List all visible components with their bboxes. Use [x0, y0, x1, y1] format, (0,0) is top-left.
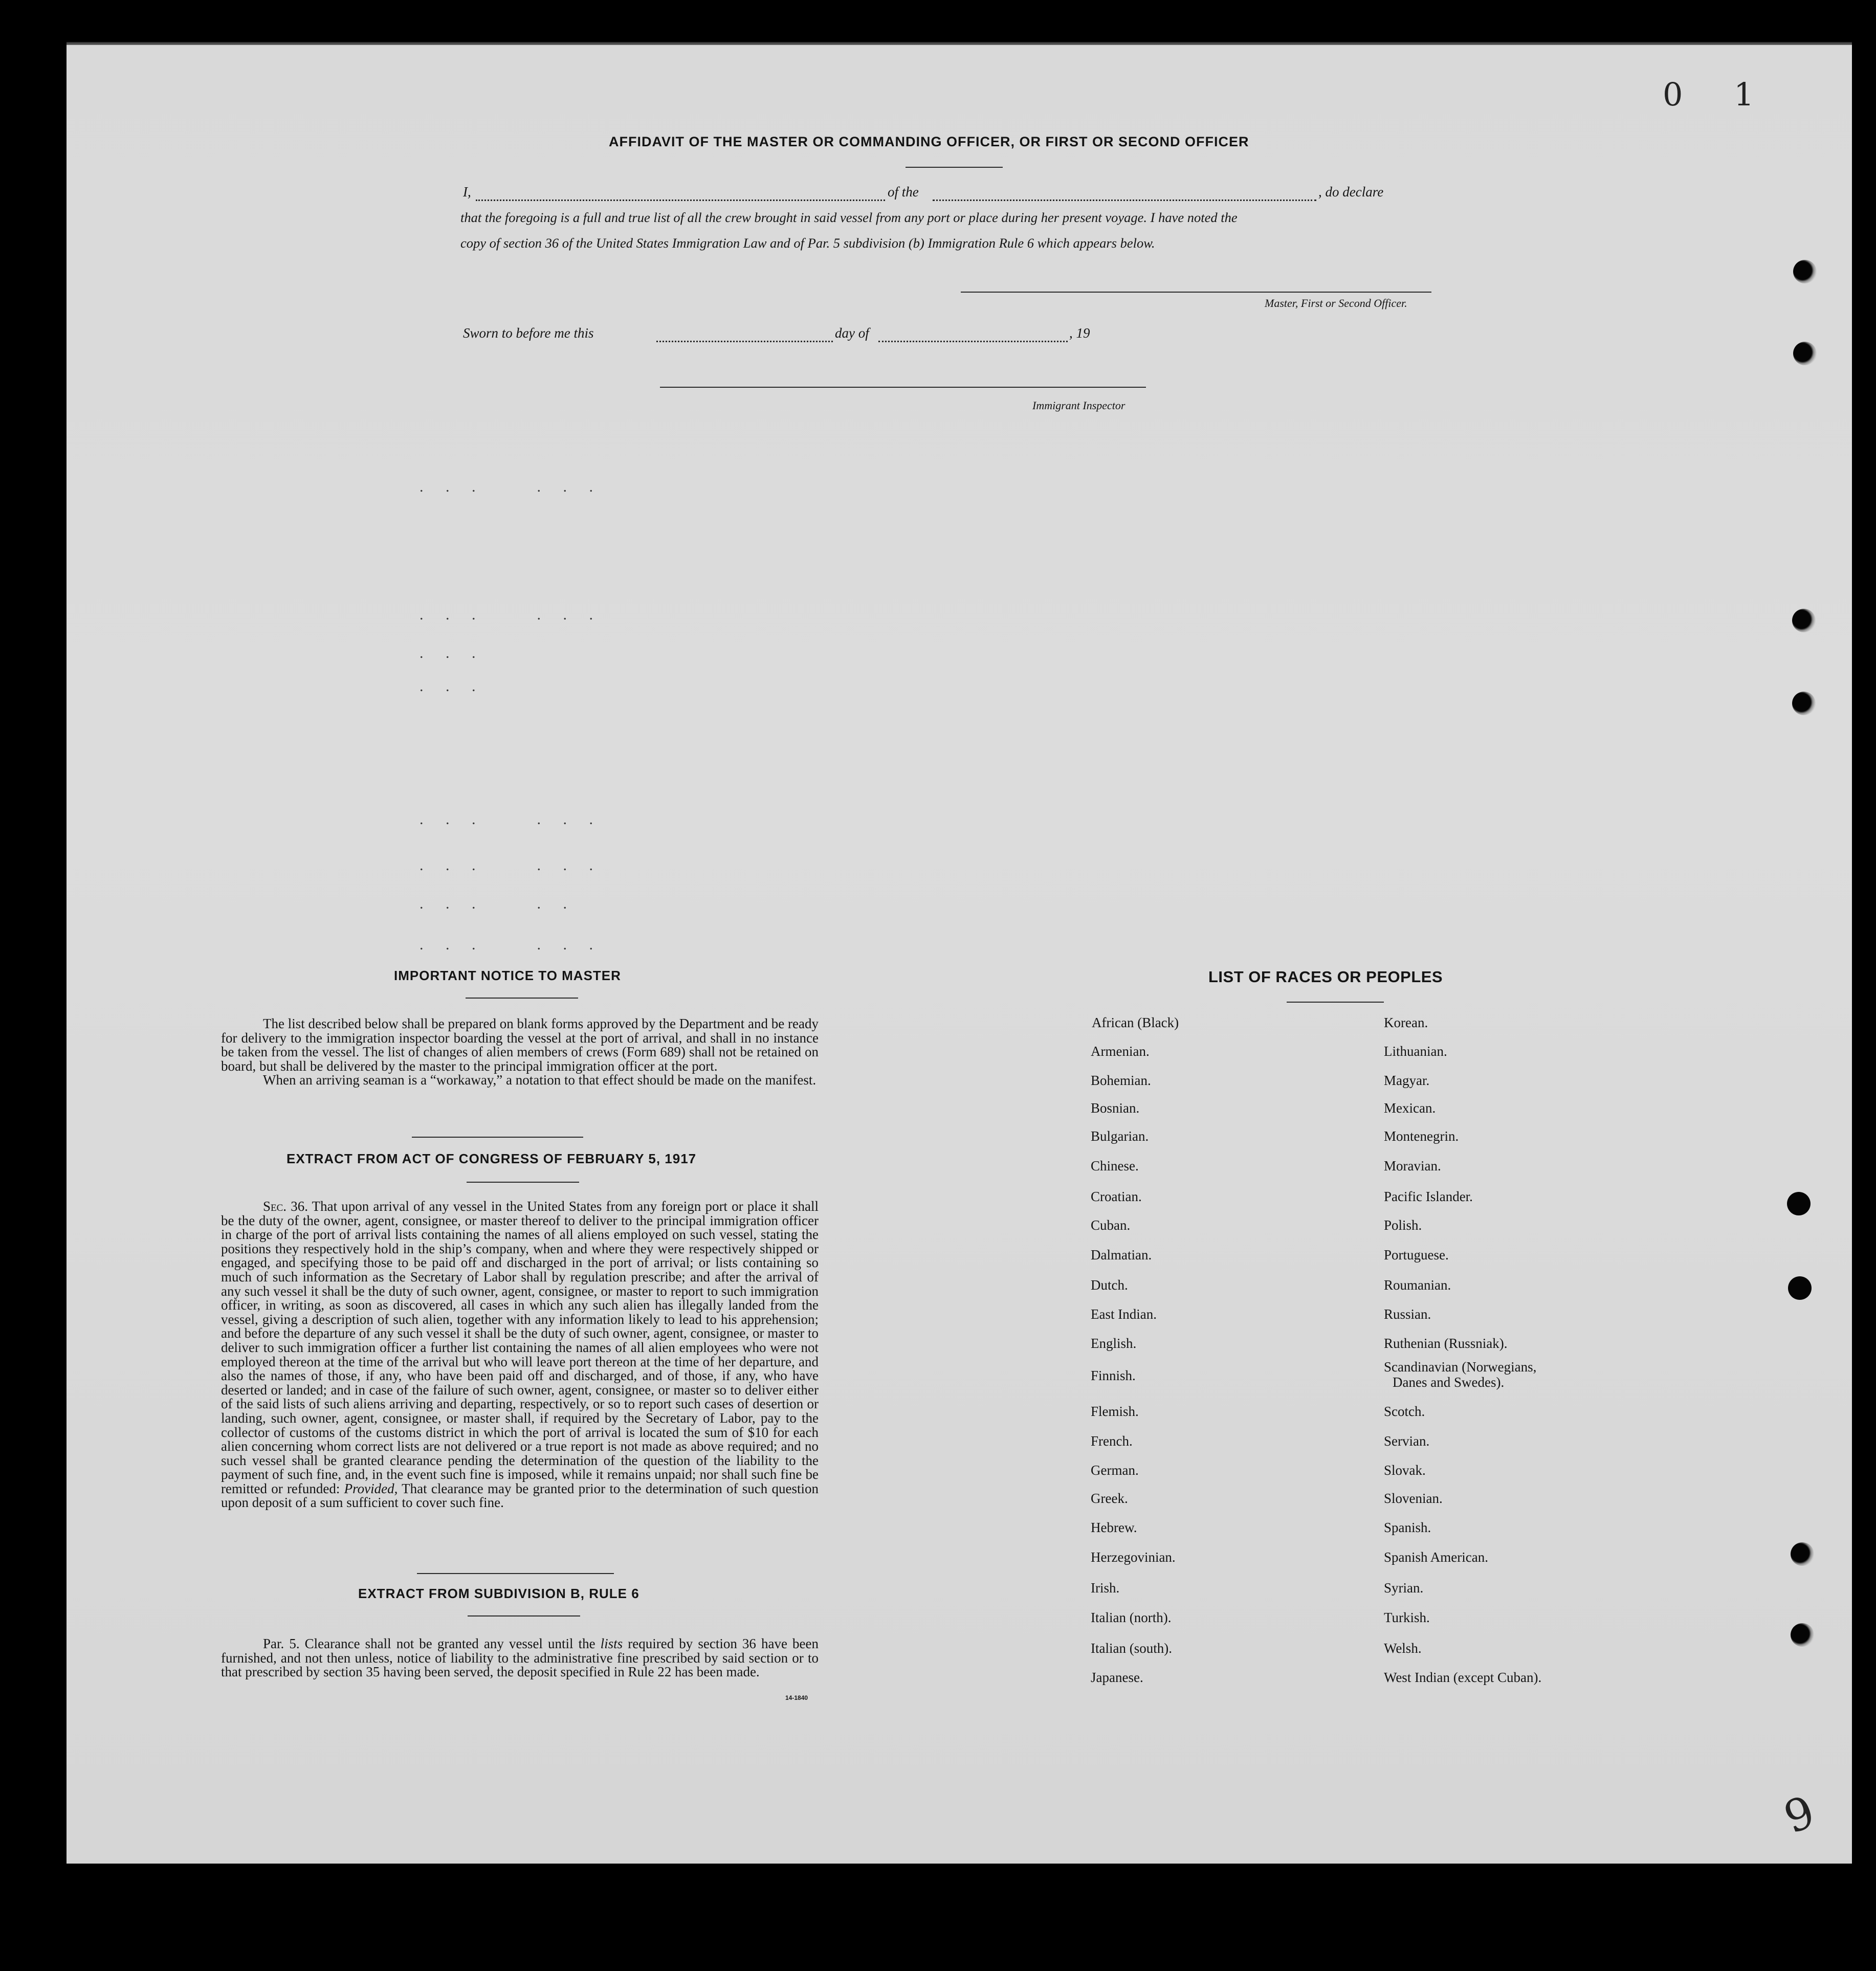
- punch-hole: [1791, 1623, 1814, 1647]
- race-item: Spanish.: [1384, 1520, 1431, 1535]
- affidavit-line-2: that the foregoing is a full and true list of all the crew brought in said vessel from any port or place during her present voyage. I have noted the: [460, 210, 1238, 225]
- rule-title-rule: [468, 1615, 580, 1616]
- notice-title-rule: [466, 998, 578, 999]
- race-item: Slovak.: [1384, 1463, 1426, 1478]
- affidavit-line-3: copy of section 36 of the United States Immigration Law and of Par. 5 subdivision (b) Immigration Rule 6 which appears below.: [460, 235, 1155, 251]
- affidavit-declare-label: , do declare: [1318, 184, 1384, 200]
- race-item: Croatian.: [1091, 1189, 1142, 1204]
- bleed-dots: . . . . .: [420, 895, 576, 912]
- race-item: Russian.: [1384, 1306, 1431, 1322]
- race-item: Scotch.: [1384, 1404, 1425, 1419]
- race-item: Pacific Islander.: [1384, 1189, 1473, 1204]
- race-item: Dutch.: [1091, 1277, 1128, 1293]
- race-item: Portuguese.: [1384, 1247, 1449, 1263]
- race-item: Welsh.: [1384, 1641, 1422, 1656]
- race-item: Finnish.: [1091, 1368, 1136, 1383]
- affidavit-of-the-label: of the: [888, 184, 919, 200]
- punch-hole: [1792, 692, 1816, 715]
- rule-body: [221, 1637, 819, 1679]
- race-item: Polish.: [1384, 1217, 1422, 1233]
- notice-paragraph-1: The list described below shall be prepared on blank forms approved by the Department and be ready for delivery to the immigration inspector boarding the vessel at the port of arrival, and shall in no instance be taken from the vessel. The list of changes of alien members of crews (Form 689) shall not be retained on board, but shall be delivered by the master to the principal immigration officer at the port.: [221, 1016, 819, 1074]
- sworn-prefix-label: Sworn to before me this: [463, 325, 594, 341]
- race-item: Bulgarian.: [1091, 1128, 1149, 1144]
- race-item: Flemish.: [1091, 1404, 1139, 1419]
- race-item: East Indian.: [1091, 1306, 1157, 1322]
- notice-paragraph-2: When an arriving seaman is a “workaway,” a notation to that effect should be made on the manifest.: [263, 1072, 816, 1088]
- race-item: Cuban.: [1091, 1217, 1131, 1233]
- bleed-dots: . . . . . .: [420, 811, 602, 828]
- race-item: Moravian.: [1384, 1158, 1441, 1173]
- rule-text-a: Par. 5. Clearance shall not be granted any vessel until the: [263, 1636, 595, 1651]
- document-page: [67, 45, 1852, 1864]
- top-right-handwriting: 0 1: [1663, 76, 1775, 113]
- sworn-year-label: , 19: [1069, 325, 1090, 341]
- notice-title: IMPORTANT NOTICE TO MASTER: [394, 968, 621, 983]
- bleed-dots: . . .: [420, 645, 485, 661]
- act-body: [221, 1200, 819, 1510]
- race-item: Slovenian.: [1384, 1491, 1443, 1506]
- vessel-name-field[interactable]: [933, 200, 1316, 201]
- race-item: Ruthenian (Russniak).: [1384, 1336, 1508, 1351]
- race-item: Greek.: [1091, 1491, 1128, 1506]
- race-item: Bosnian.: [1091, 1100, 1140, 1116]
- sworn-day-of-label: day of: [835, 325, 869, 341]
- race-item: Syrian.: [1384, 1580, 1424, 1596]
- race-item: Italian (south).: [1091, 1641, 1172, 1656]
- punch-hole: [1791, 1542, 1814, 1566]
- punch-hole: [1792, 609, 1816, 632]
- race-item: Spanish American.: [1384, 1549, 1488, 1565]
- affidavit-i-label: I,: [463, 184, 471, 200]
- act-text-a: That upon arrival of any vessel in the United States from any foreign port or place it shall be the duty of the owner, agent, consignee, or master thereof to deliver to the principal immigration officer in charge of the port of arrival lists containing the names of all aliens employed on such vessel, stating the positions they respectively hold in the ship’s company, when and where they were respectively shipped or engaged, and specifying those to be paid off and discharged in the port of arrival; or lists containing so much of such information as the Secretary of Labor shall by regulation prescribe; and after the arrival of any such vessel it shall be the duty of such owner, agent, consignee, or master to report to such immigration officer, in writing, as soon as discovered, all cases in which any such alien has illegally landed from the vessel, giving a description of such alien, together with any information likely to lead to his apprehension; and before the departure of any such vessel it shall be the duty of such owner, agent, consignee, or master to deliver to such immigration officer a further list containing the names of all alien employees who were not employed thereon at the time of the arrival but who will leave port thereon at the time of her departure, and also the names of those, if any, who have been paid off and discharged, and of those, if any, who have deserted or landed; and in case of the failure of such owner, agent, consignee, or master so to deliver either of the said lists of such aliens arriving and departing, respectively, or so to report such cases of desertion or landing, such owner, agent, consignee, or master shall, if required by the Secretary of Labor, pay to the collector of customs of the customs district in which the port of arrival is located the sum of $10 for each alien concerning whom correct lists are not delivered or a true report is not made as above required; and no such vessel shall be granted clearance pending the determination of the question of the liability to the payment of such fine, and, in the event such fine is imposed, while it remains unpaid; nor shall such fine be remitted or refunded:: [221, 1199, 819, 1496]
- punch-hole: [1787, 1192, 1811, 1215]
- bleed-dots: . . . . . .: [420, 606, 602, 623]
- races-title: LIST OF RACES OR PEOPLES: [1208, 968, 1443, 986]
- bleed-dots: . . .: [420, 678, 485, 695]
- race-item: Servian.: [1384, 1433, 1430, 1449]
- rule-lists-word: lists: [600, 1636, 623, 1651]
- race-item: Armenian.: [1091, 1044, 1150, 1059]
- race-item: Bohemian.: [1091, 1073, 1151, 1088]
- act-provided: Provided,: [344, 1480, 398, 1496]
- race-item: Dalmatian.: [1091, 1247, 1152, 1263]
- race-item: Japanese.: [1091, 1670, 1143, 1685]
- race-item: Turkish.: [1384, 1610, 1430, 1625]
- rule-title: EXTRACT FROM SUBDIVISION B, RULE 6: [358, 1586, 639, 1601]
- inspector-label: Immigrant Inspector: [1032, 399, 1125, 412]
- bleed-dots: . . . . . .: [420, 857, 602, 874]
- race-item: Chinese.: [1091, 1158, 1139, 1173]
- master-signature-label: Master, First or Second Officer.: [1265, 297, 1407, 309]
- act-title: EXTRACT FROM ACT OF CONGRESS OF FEBRUARY 5, 1917: [286, 1151, 697, 1166]
- races-title-rule: [1287, 1002, 1384, 1003]
- race-item: Montenegrin.: [1384, 1128, 1459, 1144]
- bleed-dots: . . . . . .: [420, 936, 602, 953]
- notice-separator: [412, 1137, 583, 1138]
- affidavit-title-rule: [906, 167, 1003, 168]
- race-item: African (Black): [1092, 1015, 1179, 1030]
- sworn-month-field[interactable]: [878, 341, 1068, 342]
- affidavit-title: AFFIDAVIT OF THE MASTER OR COMMANDING OFFICER, OR FIRST OR SECOND OFFICER: [609, 134, 1249, 149]
- race-item: Herzegovinian.: [1091, 1549, 1176, 1565]
- master-signature-line[interactable]: [961, 292, 1431, 293]
- act-title-rule: [467, 1182, 579, 1183]
- sworn-day-field[interactable]: [656, 341, 833, 342]
- race-item: Magyar.: [1384, 1073, 1430, 1088]
- inspector-signature-line[interactable]: [660, 387, 1146, 388]
- rule-text-b: required by section 36 have been furnished, and not then unless, notice of liability to the administrative fine prescribed by said section or to that prescribed by section 35 having been served, the deposit specified in Rule 22 has been made.: [221, 1636, 819, 1680]
- race-item: Scandinavian (Norwegians,: [1384, 1359, 1537, 1375]
- race-item: Irish.: [1091, 1580, 1120, 1596]
- race-item: French.: [1091, 1433, 1133, 1449]
- race-item: Italian (north).: [1091, 1610, 1172, 1625]
- race-item: Lithuanian.: [1384, 1044, 1447, 1059]
- punch-hole: [1793, 342, 1817, 365]
- master-name-field[interactable]: [476, 200, 885, 201]
- act-separator: [417, 1573, 614, 1574]
- race-item: Roumanian.: [1384, 1277, 1451, 1293]
- race-item: English.: [1091, 1336, 1137, 1351]
- sworn-line: [463, 325, 1128, 346]
- race-item: Korean.: [1384, 1015, 1428, 1030]
- act-section-label: Sec. 36.: [263, 1199, 308, 1214]
- notice-body: [221, 1017, 819, 1088]
- bleed-dots: . . . . . .: [420, 478, 602, 495]
- race-item-continuation: Danes and Swedes).: [1393, 1375, 1505, 1390]
- race-item: German.: [1091, 1463, 1139, 1478]
- corner-handwritten-mark: 9: [1777, 1786, 1822, 1844]
- act-text-b: That clearance may be granted prior to the determination of such question upon deposit of a sum sufficient to cover such fine.: [221, 1480, 819, 1511]
- affidavit-line-1: [463, 184, 1450, 205]
- punch-hole: [1793, 260, 1817, 283]
- race-item: West Indian (except Cuban).: [1384, 1670, 1542, 1685]
- race-item: Hebrew.: [1091, 1520, 1137, 1535]
- form-number: 14-1840: [785, 1694, 808, 1701]
- punch-hole: [1788, 1276, 1812, 1300]
- race-item: Mexican.: [1384, 1100, 1436, 1116]
